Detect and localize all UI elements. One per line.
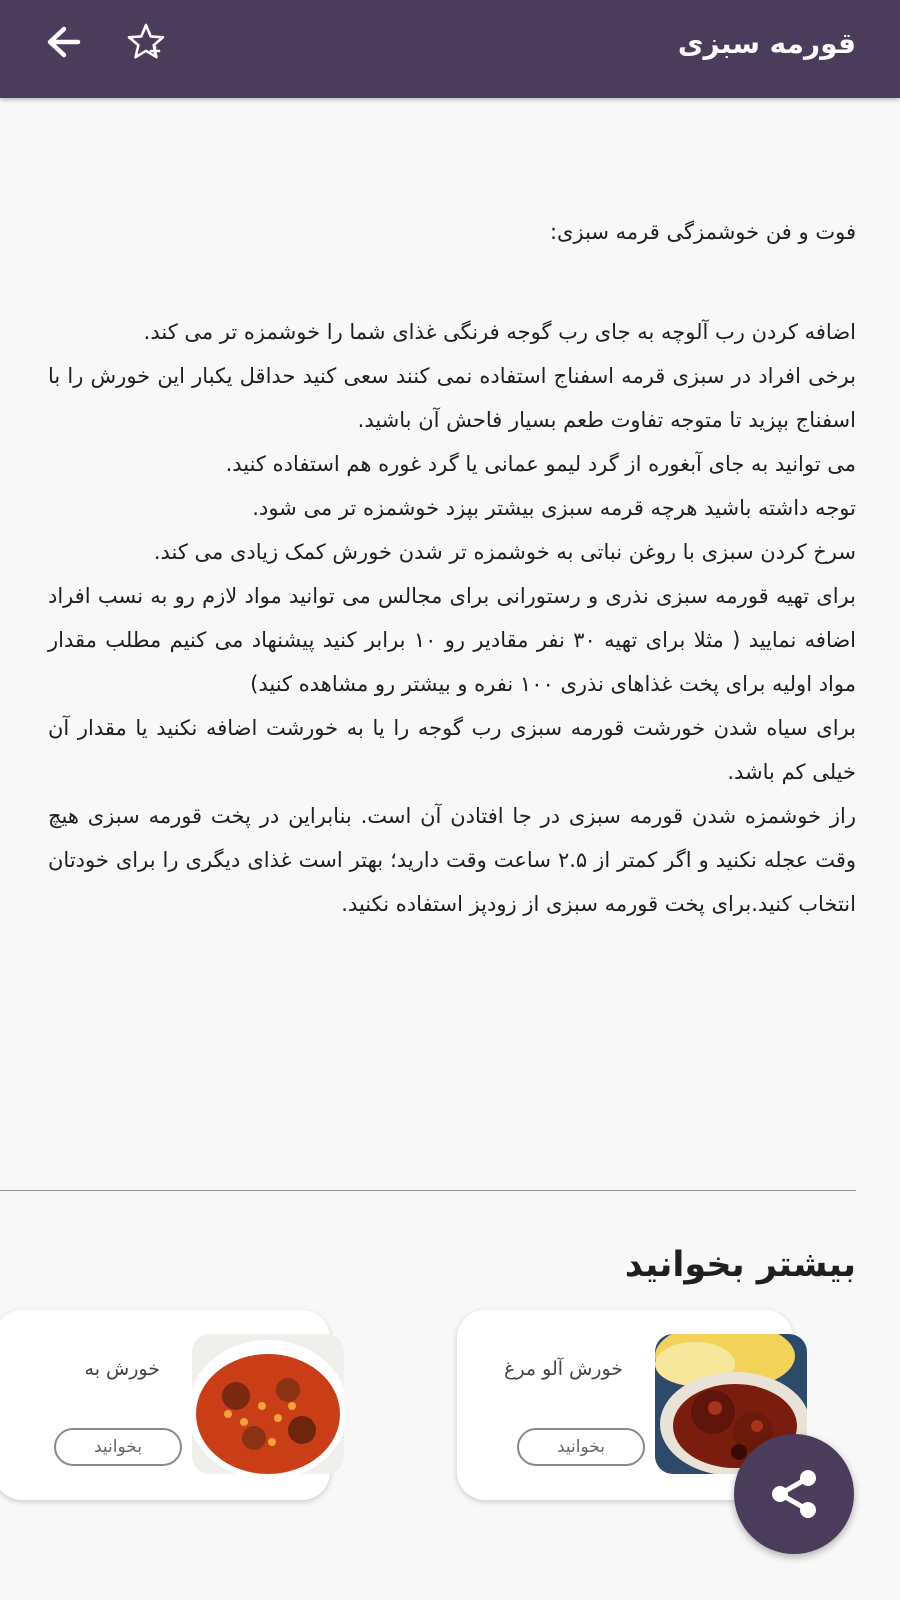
back-button[interactable] (38, 18, 90, 70)
share-button[interactable] (734, 1434, 854, 1554)
share-icon (764, 1464, 824, 1524)
card-title: خورش آلو مرغ (504, 1358, 623, 1380)
page-title: قورمه سبزی (677, 27, 856, 60)
card-food-image (192, 1334, 344, 1474)
article-tips-text: اضافه کردن رب آلوچه به جای رب گوجه فرنگی غذای شما را خوشمزه تر می کند. برخی افراد در سبزی قرمه اسفناج استفاده نمی کنند سعی کنید حداقل یکبار این خورش را با اسفناج بپزید تا متوجه تفاوت طعم بسیار فاحش آن باشید. می توانید به جای آبغوره از گرد لیمو عمانی یا گرد غوره هم استفاده کنید. توجه داشته باشید هرچه قرمه سبزی بیشتر بپزد خوشمزه تر می شود. سرخ کردن سبزی با روغن نباتی به خوشمزه تر شدن خورش کمک زیادی می کند. برای تهیه قورمه سبزی نذری و رستورانی برای مجالس می توانید مواد لازم رو به نسب افراد اضافه نمایید ( مثلا برای تهیه ۳۰ نفر مقادیر رو ۱۰ برابر کنید پیشنهاد می کنیم مطلب مقدار مواد اولیه برای پخت غذاهای نذری ۱۰۰ نفره و بیشتر رو مشاهده کنید) برای سیاه شدن خورشت قورمه سبزی رب گوجه را یا به خورشت اضافه نکنید یا مقدار آن خیلی کم باشد. راز خوشمزه شدن قورمه سبزی در جا افتادن آن است. بنابراین در پخت قورمه سبزی هیچ وقت عجله نکنید و اگر کمتر از ۲.۵ ساعت وقت دارید؛ بهتر است غذای دیگری را برای خودتان انتخاب کنید.برای پخت قورمه سبزی از زودپز استفاده نکنید. (48, 320, 857, 916)
read-more-heading: بیشتر بخوانید (624, 1245, 856, 1285)
star-plus-icon (120, 18, 172, 70)
card-read-button[interactable]: بخوانید (54, 1428, 182, 1466)
card-read-button[interactable]: بخوانید (517, 1428, 645, 1466)
article-body (48, 210, 856, 926)
related-card-quince[interactable] (0, 1310, 330, 1500)
app-bar (0, 0, 900, 98)
add-favorite-button[interactable] (120, 18, 172, 70)
card-title: خورش به (84, 1358, 160, 1380)
article-intro-title: فوت و فن خوشمزگی قرمه سبزی: (549, 220, 856, 244)
section-divider (0, 1190, 856, 1191)
arrow-left-icon (38, 18, 90, 70)
